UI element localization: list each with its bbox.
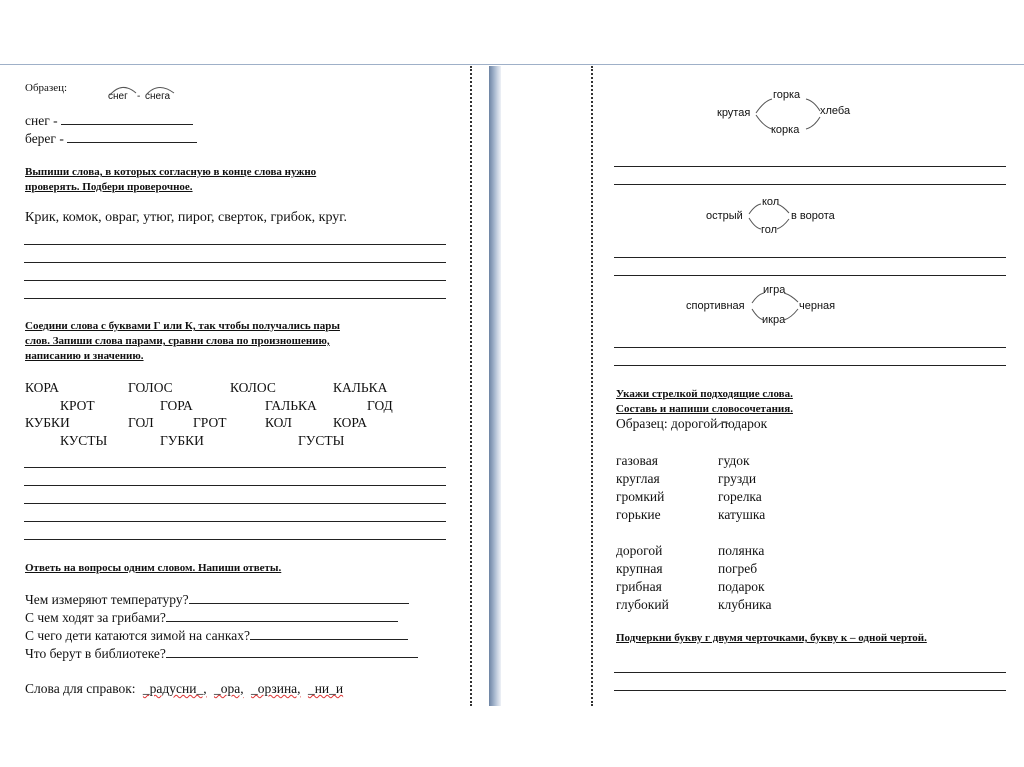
diagram3-connectors <box>748 289 802 325</box>
diagram3-bottom: икра <box>762 314 786 326</box>
word-grot: ГРОТ <box>193 415 227 430</box>
task2-header-line-1: Соедини слова с буквами Г или К, так чтобы получались пары <box>25 320 340 332</box>
diagram3-top: игра <box>763 284 786 296</box>
sample-word-1: снег <box>108 91 128 102</box>
answer-line <box>24 485 446 486</box>
task4-example-arrow <box>716 420 732 428</box>
diagram1-bottom: корка <box>771 124 800 136</box>
g2-left-2: крупная <box>616 561 663 576</box>
answer-line <box>614 166 1006 167</box>
question-2 <box>25 609 398 626</box>
word-kora-2: КОРА <box>333 415 367 430</box>
word-kusty: КУСТЫ <box>60 433 108 448</box>
answer-line <box>614 257 1006 258</box>
center-divider <box>489 66 501 706</box>
sample-label: Образец: <box>25 82 68 94</box>
diagram2-top: кол <box>762 196 780 208</box>
task4-example-word-2: подарок <box>720 416 768 431</box>
question-2-text: С чем ходят за грибами? <box>25 610 166 625</box>
answer-line <box>614 275 1006 276</box>
task2-header-line-2: слов. Запиши слова парами, сравни слова по произношению, <box>25 335 330 347</box>
answer-line <box>614 672 1006 673</box>
task3-header: Ответь на вопросы одним словом. Напиши ответы. <box>25 562 282 574</box>
diagram1-left: крутая <box>717 107 751 119</box>
g1-right-2: грузди <box>718 471 757 486</box>
word-krot: КРОТ <box>60 398 95 413</box>
word-golos: ГОЛОС <box>128 380 173 395</box>
answer-line <box>24 244 446 245</box>
diagram1-top: горка <box>773 89 801 101</box>
word-kol: КОЛ <box>265 415 292 430</box>
g2-right-2: погреб <box>718 561 758 576</box>
question-1-text: Чем измеряют температуру? <box>25 592 189 607</box>
task1-header-line-2: проверять. Подбери проверочное. <box>25 181 193 193</box>
diagram1-right: хлеба <box>820 105 851 117</box>
task4-header-line-1: Укажи стрелкой подходящие слова. <box>616 388 793 400</box>
word-galka: ГАЛЬКА <box>265 398 317 413</box>
g2-left-1: дорогой <box>616 543 663 558</box>
left-dotted-separator <box>470 66 472 706</box>
task5-header: Подчеркни букву г двумя черточками, букву к – одной чертой. <box>616 632 927 644</box>
word-kalka: КАЛЬКА <box>333 380 388 395</box>
answer-line <box>24 503 446 504</box>
answer-line <box>614 347 1006 348</box>
word-gusty: ГУСТЫ <box>298 433 345 448</box>
word-god: ГОД <box>367 398 393 413</box>
question-1 <box>25 591 409 608</box>
g2-left-4: глубокий <box>616 597 669 612</box>
task4-header-line-2: Составь и напиши словосочетания. <box>616 403 793 415</box>
diagram2-bottom: гол <box>761 224 778 236</box>
answer-line <box>24 262 446 263</box>
task1-words: Крик, комок, овраг, утюг, пирог, сверток, грибок, круг. <box>25 210 347 225</box>
answer-line <box>614 365 1006 366</box>
g2-left-3: грибная <box>616 579 662 594</box>
answer-line <box>614 690 1006 691</box>
diagram3-right: черная <box>799 300 836 312</box>
hint-3: _орзина, <box>250 681 301 696</box>
word-kubki: КУБКИ <box>25 415 70 430</box>
right-dotted-separator <box>591 66 593 706</box>
fill-line-2-label: берег - <box>25 131 64 146</box>
hint-4: _ни_и <box>307 681 344 696</box>
word-gol: ГОЛ <box>128 415 154 430</box>
g1-left-3: громкий <box>616 489 665 504</box>
sample-word-2: снега <box>145 91 171 102</box>
question-3-text: С чего дети катаются зимой на санках? <box>25 628 250 643</box>
word-gora: ГОРА <box>160 398 193 413</box>
fill-line-1 <box>25 112 193 129</box>
hints-row <box>25 681 343 697</box>
g1-right-1: гудок <box>718 453 750 468</box>
g2-right-4: клубника <box>718 597 772 612</box>
sample-arcs <box>104 79 180 101</box>
g2-right-3: подарок <box>718 579 765 594</box>
hint-2: _ора, <box>213 681 244 696</box>
answer-line <box>24 467 446 468</box>
g1-right-3: горелка <box>718 489 762 504</box>
answer-line <box>24 280 446 281</box>
question-4-text: Что берут в библиотеке? <box>25 646 166 661</box>
task4-example-label: Образец: <box>616 416 668 431</box>
g1-left-4: горькие <box>616 507 661 522</box>
answer-line <box>614 184 1006 185</box>
fill-line-2 <box>25 130 197 147</box>
question-4 <box>25 645 418 662</box>
g1-left-1: газовая <box>616 453 658 468</box>
diagram2-connectors <box>745 200 795 234</box>
word-gubki: ГУБКИ <box>160 433 204 448</box>
task4-example <box>616 416 767 432</box>
answer-line <box>24 298 446 299</box>
g1-right-4: катушка <box>718 507 766 522</box>
diagram1-connectors <box>750 95 825 135</box>
sample-dash: - <box>137 91 141 102</box>
answer-line <box>24 521 446 522</box>
g2-right-1: полянка <box>718 543 765 558</box>
word-kora: КОРА <box>25 380 59 395</box>
fill-line-1-label: снег - <box>25 113 58 128</box>
task1-header-line-1: Выпиши слова, в которых согласную в конце слова нужно <box>25 166 317 178</box>
task4-example-word-1: дорогой <box>671 416 718 431</box>
word-kolos: КОЛОС <box>230 380 276 395</box>
hints-label: Слова для справок: <box>25 681 136 696</box>
page-top-rule <box>0 64 1024 65</box>
diagram3-left: спортивная <box>686 300 745 312</box>
question-3 <box>25 627 408 644</box>
task2-header-line-3: написанию и значению. <box>25 350 144 362</box>
g1-left-2: круглая <box>616 471 660 486</box>
hint-1: _радусни_, <box>142 681 207 696</box>
diagram2-left: острый <box>706 210 743 222</box>
answer-line <box>24 539 446 540</box>
diagram2-right: в ворота <box>791 210 835 222</box>
